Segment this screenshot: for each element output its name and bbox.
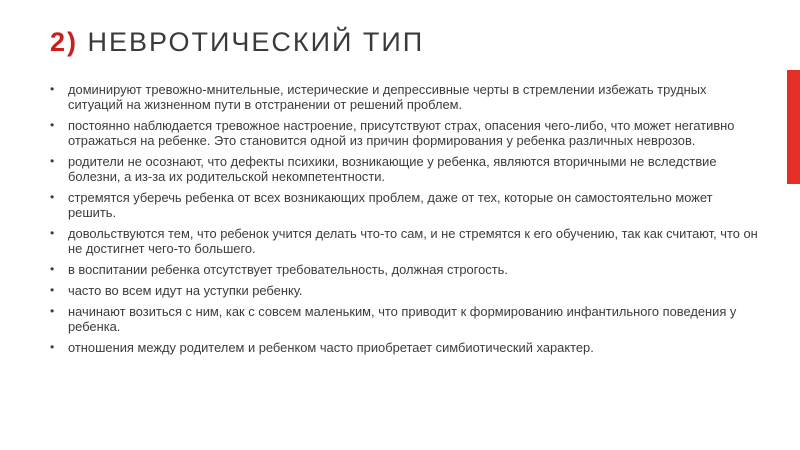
bullet-item [50,283,762,298]
bullet-text: отношения между родителем и ребенком часто приобретает симбиотический характер. [68,340,594,355]
bullet-text: довольствуются тем, что ребенок учится делать что-то сам, и не стремятся к его обучению, так как считают, что он не достигнет чего-то большего. [68,226,758,256]
bullet-item [50,118,762,148]
bullet-text: стремятся уберечь ребенка от всех возникающих проблем, даже от тех, которые он самостоятельно может решить. [68,190,713,220]
bullet-icon: • [50,262,55,276]
bullet-text: часто во всем идут на уступки ребенку. [68,283,303,298]
bullet-item [50,82,762,112]
accent-bar [787,70,800,184]
bullet-text: в воспитании ребенка отсутствует требовательность, должная строгость. [68,262,508,277]
bullet-item [50,262,762,277]
bullet-text: доминируют тревожно-мнительные, истерические и депрессивные черты в стремлении избежать трудных ситуаций на жизненном пути в отстранении от решений проблем. [68,82,707,112]
bullet-icon: • [50,82,55,96]
slide-title [50,27,424,58]
bullet-item [50,340,762,355]
bullet-item [50,154,762,184]
bullet-icon: • [50,283,55,297]
title-number: 2) [50,27,79,57]
bullet-text: родители не осознают, что дефекты психики, возникающие у ребенка, являются вторичными не вследствие болезни, а из-за их родительской некомпетентности. [68,154,717,184]
bullet-item [50,226,762,256]
bullet-icon: • [50,226,55,240]
bullet-icon: • [50,118,55,132]
bullet-icon: • [50,304,55,318]
bullet-text: постоянно наблюдается тревожное настроение, присутствуют страх, опасения чего-либо, что может негативно отражаться на ребенке. Это становится одной из причин формирования у ребенка различных неврозов. [68,118,735,148]
bullet-text: начинают возиться с ним, как с совсем маленьким, что приводит к формированию инфантильного поведения у ребенка. [68,304,737,334]
bullet-item [50,304,762,334]
bullet-list [50,82,762,361]
title-text: НЕВРОТИЧЕСКИЙ ТИП [87,27,425,57]
bullet-icon: • [50,190,55,204]
bullet-icon: • [50,154,55,168]
bullet-icon: • [50,340,55,354]
bullet-item [50,190,762,220]
